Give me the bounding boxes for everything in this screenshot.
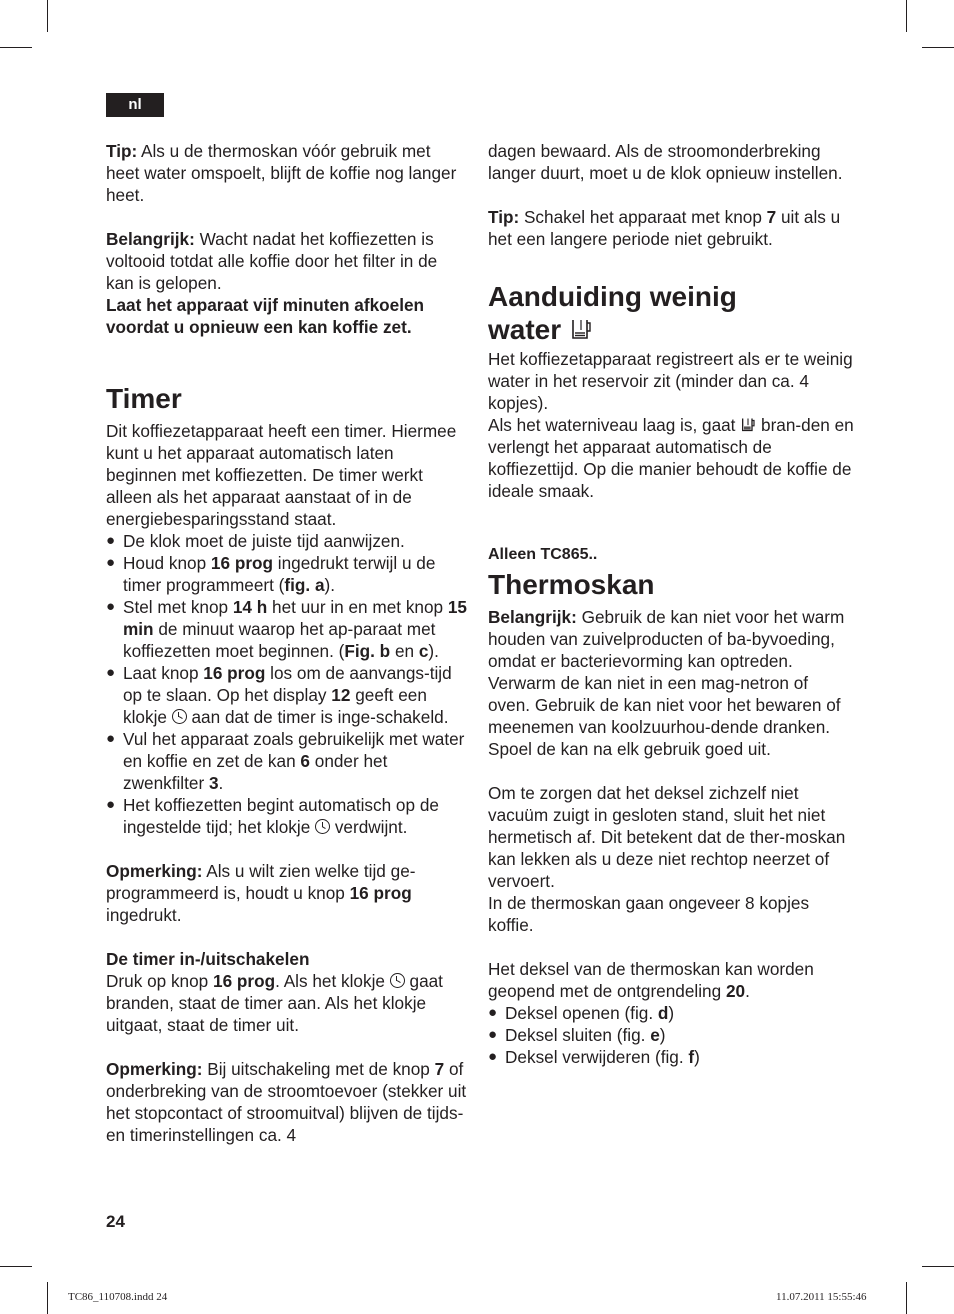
timer-switch-text: Druk op knop 16 prog. Als het klokje gaat branden, staat de timer aan. Als het klokje uitgaat, staat de timer uit. <box>106 971 443 1035</box>
important-label: Belangrijk: <box>106 229 195 249</box>
low-water-text: Het koffiezetapparaat registreert als er te weinig water in het reservoir zit (minder dan ca. 4 kopjes). <box>488 349 853 413</box>
list-item: ● Deksel sluiten (fig. e) <box>488 1024 854 1046</box>
important-paragraph <box>106 228 468 294</box>
list-item: ● Stel met knop 14 h het uur in en met knop 15 min de minuut waarop het ap-paraat met koffiezetten moet beginnen. (Fig. b en c). <box>106 596 468 662</box>
thermos-text: In de thermoskan gaan ongeveer 8 kopjes koffie. <box>488 893 810 935</box>
crop-mark <box>0 1266 32 1267</box>
water-level-icon <box>569 317 593 341</box>
timer-steps-list <box>106 530 468 838</box>
model-note: Alleen TC865.. <box>488 546 598 563</box>
timer-heading: Timer <box>106 383 182 414</box>
important-text: Wacht nadat het koffiezetten is voltooid totdat alle koffie door het filter in de kan is gelopen. <box>106 229 438 293</box>
language-tab: nl <box>106 93 164 117</box>
crop-mark <box>922 47 954 48</box>
list-item: ● Houd knop 16 prog ingedrukt terwijl u de timer programmeert (fig. a). <box>106 552 468 596</box>
page-number: 24 <box>106 1212 125 1231</box>
list-item: ● Deksel verwijderen (fig. f) <box>488 1046 854 1068</box>
right-column <box>488 140 854 1068</box>
tip-paragraph <box>106 140 468 206</box>
crop-mark <box>47 0 48 32</box>
crop-mark <box>906 1282 907 1314</box>
clock-icon <box>172 709 187 724</box>
important-bold-text: Laat het apparaat vijf minuten afkoelen voordat u opnieuw een kan koffie zet. <box>106 295 425 337</box>
left-column <box>106 140 468 1146</box>
clock-icon <box>315 819 330 834</box>
lid-list <box>488 1002 854 1068</box>
continued-text: dagen bewaard. Als de stroomonderbreking langer duurt, moet u de klok opnieuw instellen. <box>488 141 843 183</box>
low-water-heading: Aanduiding weinig water <box>488 281 737 345</box>
list-item: ● Deksel openen (fig. d) <box>488 1002 854 1024</box>
thermos-rinse: Spoel de kan na elk gebruik goed uit. <box>488 739 771 759</box>
tip-paragraph: Tip: Schakel het apparaat met knop 7 uit als u het een langere periode niet gebruikt. <box>488 207 841 249</box>
tip-text: Als u de thermoskan vóór gebruik met heet water omspoelt, blijft de koffie nog langer heet. <box>106 141 457 205</box>
crop-mark <box>0 47 32 48</box>
list-item: ● Vul het apparaat zoals gebruikelijk met water en koffie en zet de kan 6 onder het zwenkfilter 3. <box>106 728 468 794</box>
timer-switch-heading: De timer in-/uitschakelen <box>106 949 310 969</box>
list-item: ● Laat knop 16 prog los om de aanvangs-tijd op te slaan. Op het display 12 geeft een klokje aan dat de timer is inge-schakeld. <box>106 662 468 728</box>
crop-mark <box>922 1266 954 1267</box>
print-slug-date: 11.07.2011 15:55:46 <box>776 1291 867 1303</box>
water-level-icon <box>740 416 756 433</box>
timer-intro: Dit koffiezetapparaat heeft een timer. Hiermee kunt u het apparaat automatisch laten beginnen met koffiezetten. De timer werkt alleen als het apparaat aanstaat of in de energiebesparingsstand staat. <box>106 421 457 529</box>
crop-mark <box>906 0 907 32</box>
thermos-heading: Thermoskan <box>488 569 655 600</box>
low-water-text: Als het waterniveau laag is, gaat bran-den en verlengt het apparaat automatisch de koffiezettijd. Op die manier behoudt de koffie de ideale smaak. <box>488 415 854 501</box>
thermos-text: Het deksel van de thermoskan kan worden geopend met de ontgrendeling 20. <box>488 959 814 1001</box>
clock-icon <box>390 973 405 988</box>
note-paragraph: Opmerking: Als u wilt zien welke tijd ge-programmeerd is, houdt u knop 16 prog ingedrukt. <box>106 861 416 925</box>
crop-mark <box>47 1282 48 1314</box>
thermos-important: Belangrijk: Gebruik de kan niet voor het warm houden van zuivelproducten of ba-byvoeding, omdat er bacterievorming kan optreden. Verwarm de kan niet in een mag-netron of oven. Gebruik de kan niet voor het bewaren of meenemen van koolzuurhou-dende dranken. <box>488 607 845 737</box>
note-paragraph: Opmerking: Bij uitschakeling met de knop 7 of onderbreking van de stroomtoevoer (stekker uit het stopcontact of stroomuitval) blijven de tijds- en timerinstellingen ca. 4 <box>106 1059 467 1145</box>
thermos-text: Om te zorgen dat het deksel zichzelf niet vacuüm zuigt in gesloten stand, sluit het niet hermetisch af. Dit betekent dat de ther-moskan kan lekken als u deze niet rechtop neerzet of vervoert. <box>488 783 846 891</box>
list-item: ● De klok moet de juiste tijd aanwijzen. <box>106 530 468 552</box>
print-slug-file: TC86_110708.indd 24 <box>68 1291 168 1303</box>
list-item: ● Het koffiezetten begint automatisch op de ingestelde tijd; het klokje verdwijnt. <box>106 794 468 838</box>
tip-label: Tip: <box>106 141 138 161</box>
